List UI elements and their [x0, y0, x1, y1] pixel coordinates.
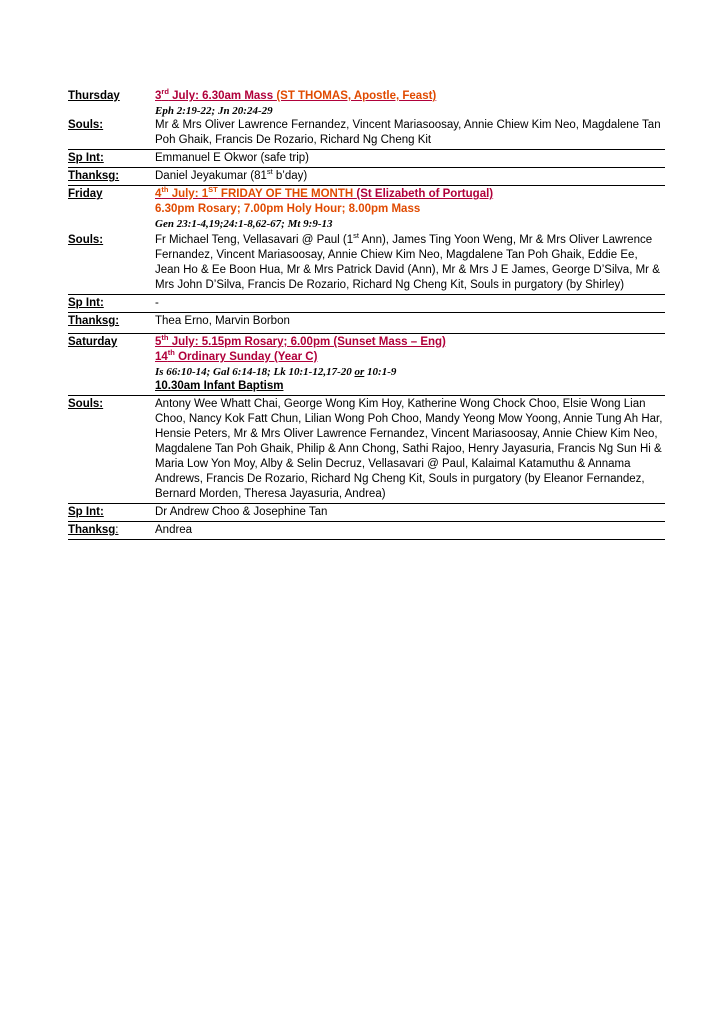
thursday-thanks: Daniel Jeyakumar (81st b’day)	[155, 167, 308, 182]
thursday-heading: 3rd July: 6.30am Mass (ST THOMAS, Apostle, Feast)	[155, 87, 437, 102]
souls-label: Souls:	[68, 398, 104, 410]
section-divider	[68, 333, 665, 334]
divider	[68, 521, 665, 522]
friday-spint-row	[68, 296, 665, 311]
friday-times-row	[68, 202, 665, 217]
saturday-sunday-title: 14th Ordinary Sunday (Year C)	[155, 348, 318, 363]
thursday-reading: Eph 2:19-22; Jn 20:24-29	[155, 105, 273, 117]
saturday-souls: Antony Wee Whatt Chai, George Wong Kim Hoy, Katherine Wong Chock Choo, Elsie Wong Lian Choo, Nancy Kok Fatt Chun, Lilian Wong Poh Choo, Mandy Yeong Mow Yoong, Annie Tung Ah Har, Hensie Peters, Mr & Mrs Oliver Lawrence Fernandez, Vincent Mariasoosay, Annie Chiew Kim Neo, Magdalene Tan Poh Ghaik, Philip & Ann Chong, Sathi Rajoo, Henry Jayasuria, Francis Ng Sun Hi & Maria Low Yon Moy, Alby & Selin Decruz, Vellasavari @ Paul, Kalaimal Katamuthu & Annama Andrews, Francis De Rozario, Richard Ng Cheng Kit, Souls in purgatory (by Eleanor Fernandez, Bernard Morden, Theresa Jayasuria, Andrea)	[155, 398, 663, 500]
spint-label: Sp Int:	[68, 506, 104, 518]
day-label-friday: Friday	[68, 188, 103, 200]
saturday-baptism-row	[68, 379, 665, 394]
divider	[68, 294, 665, 295]
friday-spint: -	[155, 297, 159, 309]
friday-heading: 4th July: 1ST FRIDAY OF THE MONTH (St Elizabeth of Portugal)	[155, 185, 494, 200]
divider	[68, 167, 665, 168]
saturday-reading-row	[68, 365, 665, 379]
divider	[68, 312, 665, 313]
saturday-header-row	[68, 335, 665, 350]
divider	[68, 395, 665, 396]
friday-thanks-row	[68, 314, 665, 329]
friday-thanks: Thea Erno, Marvin Borbon	[155, 315, 290, 327]
thursday-thanks-row	[68, 169, 665, 184]
spint-label: Sp Int:	[68, 152, 104, 164]
saturday-spint-row	[68, 505, 665, 520]
saturday-baptism: 10.30am Infant Baptism	[155, 380, 284, 392]
thanks-label: Thanksg:	[68, 170, 120, 182]
mass-schedule	[68, 89, 665, 541]
thursday-souls-row	[68, 118, 665, 148]
friday-header-row	[68, 187, 665, 202]
friday-reading: Gen 23:1-4,19;24:1-8,62-67; Mt 9:9-13	[155, 218, 333, 230]
divider	[68, 539, 665, 540]
saturday-souls-row	[68, 397, 665, 502]
thursday-reading-row	[68, 104, 665, 118]
spint-label: Sp Int:	[68, 297, 104, 309]
day-label-thursday: Thursday	[68, 90, 120, 102]
divider	[68, 149, 665, 150]
thursday-spint-row	[68, 151, 665, 166]
souls-label: Souls:	[68, 119, 104, 131]
saturday-heading: 5th July: 5.15pm Rosary; 6.00pm (Sunset Mass – Eng)	[155, 333, 446, 348]
friday-souls: Fr Michael Teng, Vellasavari @ Paul (1st Ann), James Ting Yoon Weng, Mr & Mrs Oliver Lawrence Fernandez, Vincent Mariasoosay, Annie Chiew Kim Neo, Magdalene Tan Poh Ghaik, Eddie Ee, Jean Ho & Ee Boon Hua, Mr & Mrs Patrick David (Ann), Mr & Mrs J E James, George D’Silva, Mr & Mrs John D’Silva, Francis De Rozario, Richard Ng Cheng Kit, Souls in purgatory (by Shirley)	[155, 231, 660, 291]
day-label-saturday: Saturday	[68, 336, 118, 348]
saturday-thanks: Andrea	[155, 524, 193, 536]
friday-souls-row	[68, 233, 665, 293]
friday-times: 6.30pm Rosary; 7.00pm Holy Hour; 8.00pm Mass	[155, 203, 421, 215]
thanks-label: Thanksg:	[68, 315, 120, 327]
thanks-label: Thanksg:	[68, 524, 119, 536]
thursday-souls: Mr & Mrs Oliver Lawrence Fernandez, Vincent Mariasoosay, Annie Chiew Kim Neo, Magdalene Tan Poh Ghaik, Francis De Rozario, Richard Ng Cheng Kit	[155, 119, 661, 146]
section-divider	[68, 185, 665, 186]
saturday-spint: Dr Andrew Choo & Josephine Tan	[155, 506, 328, 518]
saturday-thanks-row	[68, 523, 665, 538]
friday-reading-row	[68, 217, 665, 231]
souls-label: Souls:	[68, 234, 104, 246]
saturday-reading: Is 66:10-14; Gal 6:14-18; Lk 10:1-12,17-20 or 10:1-9	[155, 366, 397, 378]
divider	[68, 503, 665, 504]
saturday-sunday-row	[68, 350, 665, 365]
thursday-header-row	[68, 89, 665, 104]
thursday-spint: Emmanuel E Okwor (safe trip)	[155, 152, 310, 164]
